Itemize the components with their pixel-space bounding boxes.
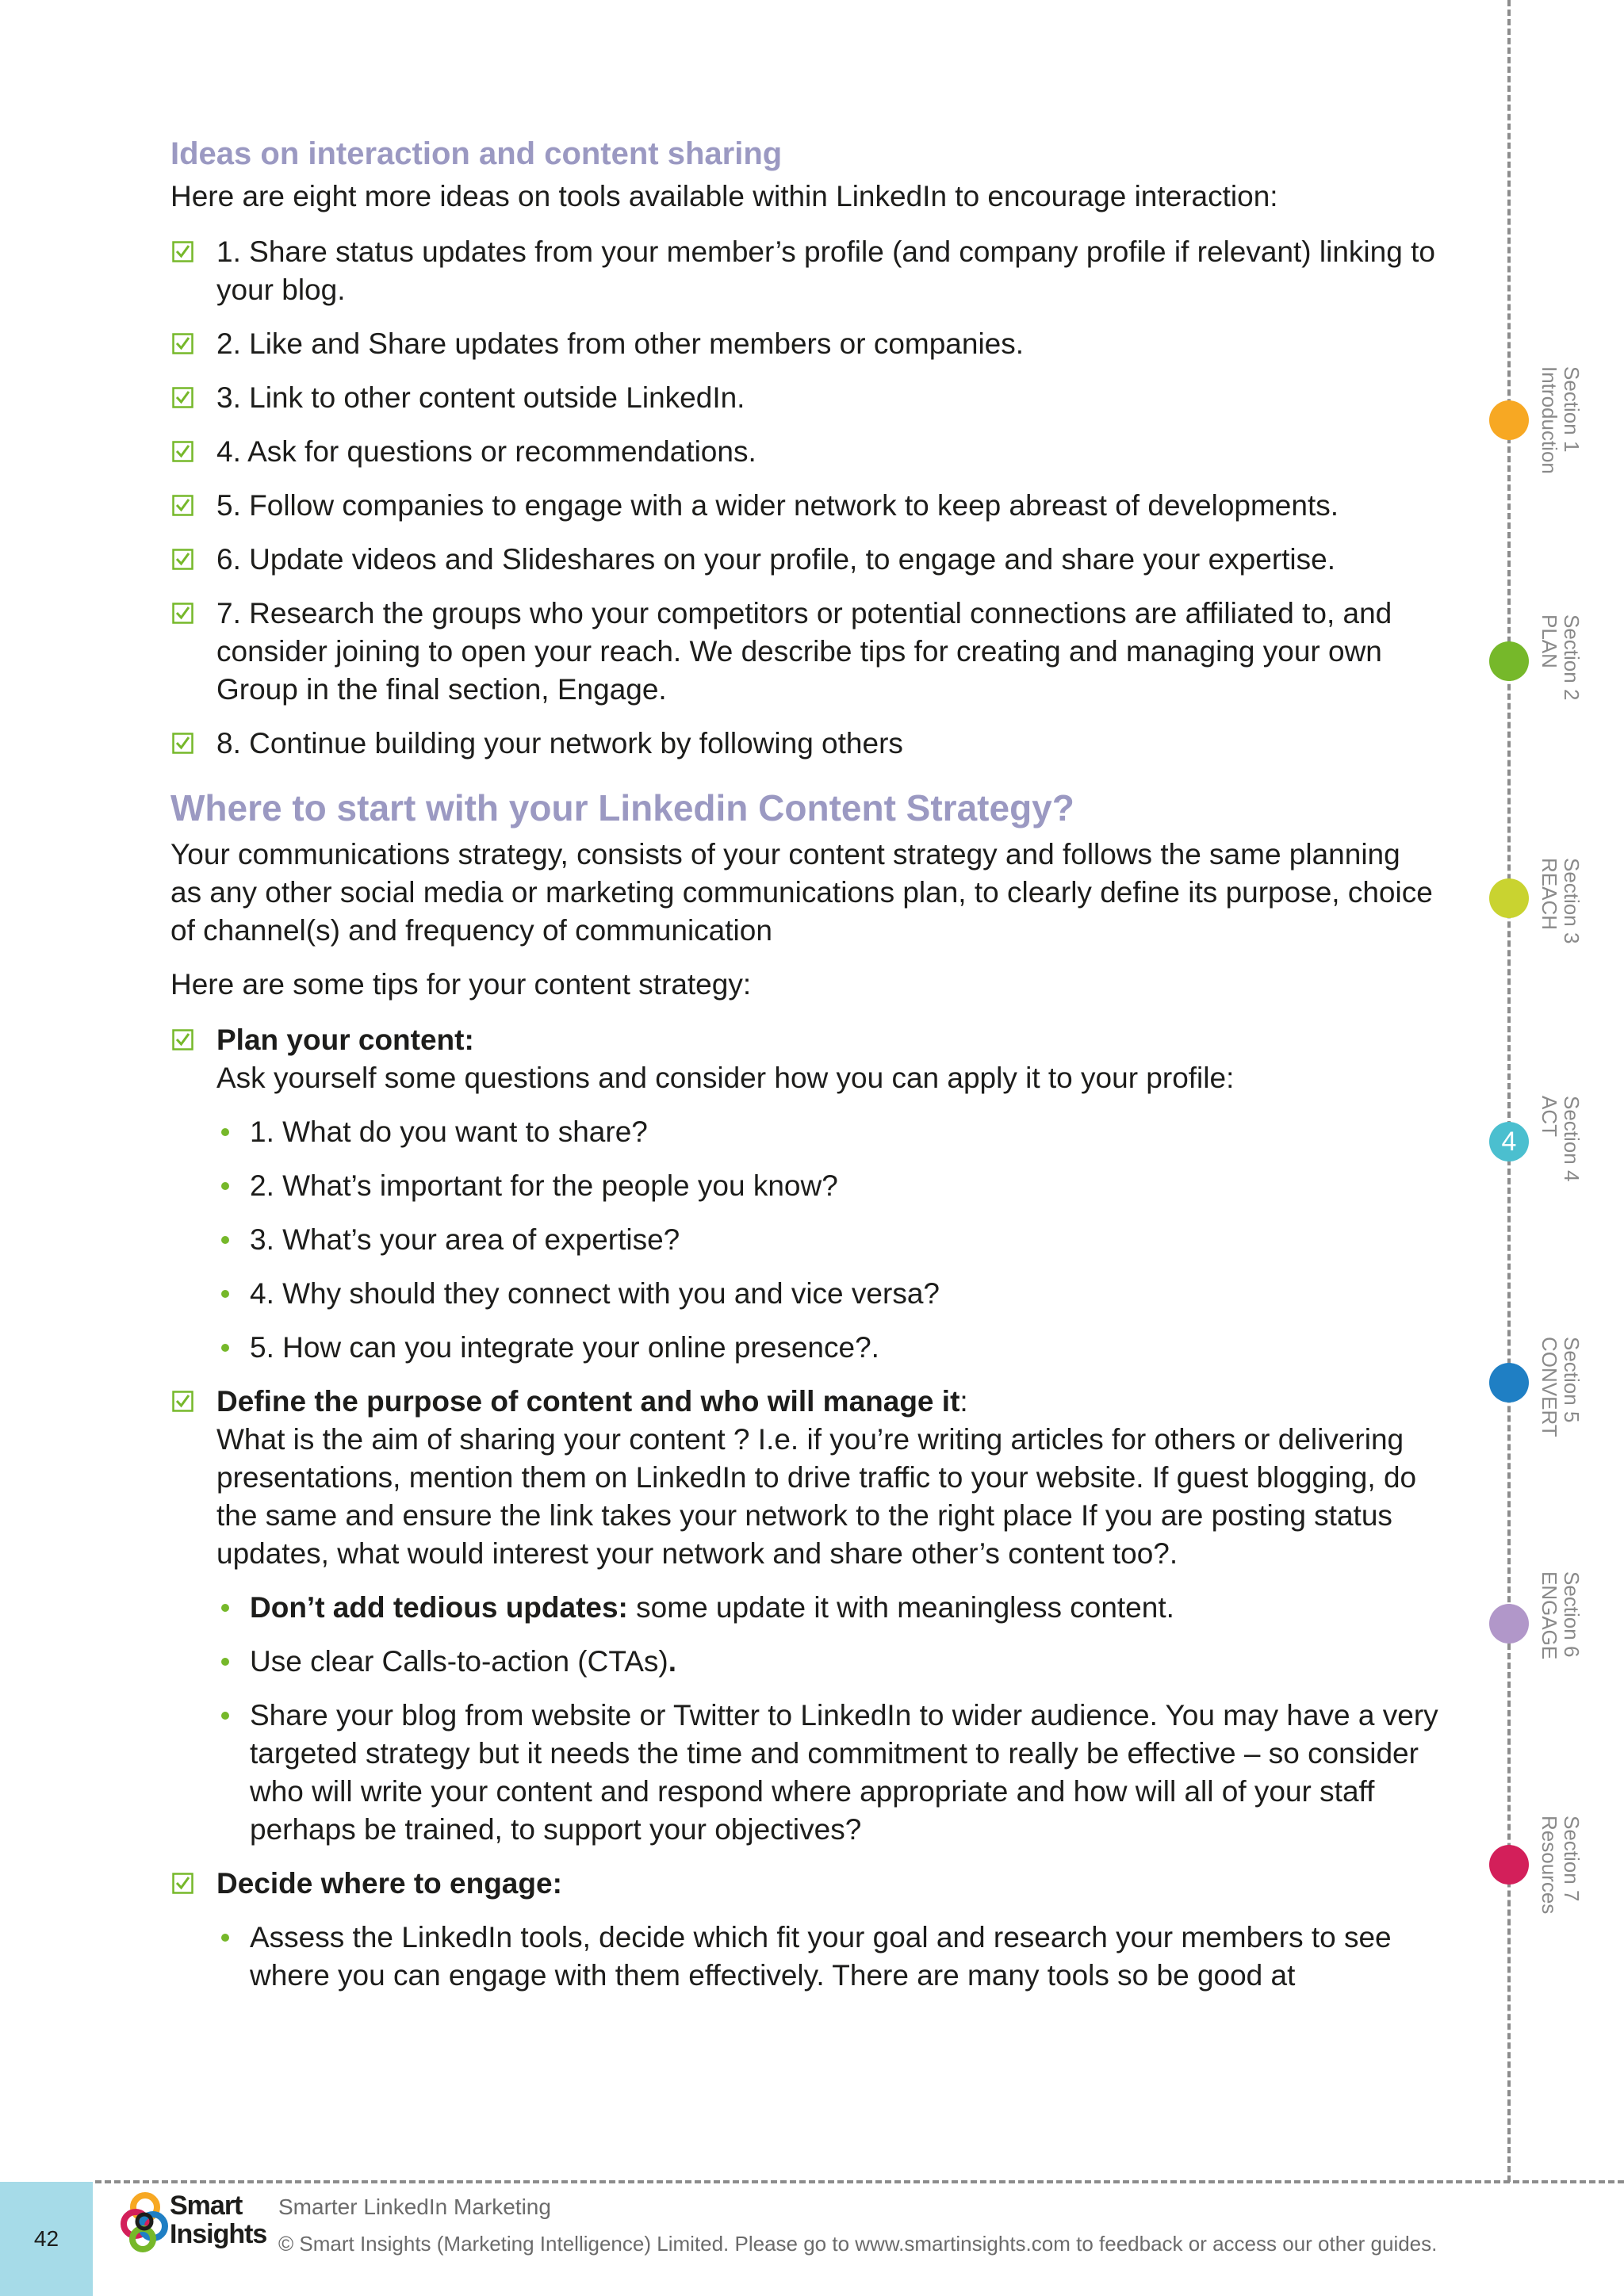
checkbox-checked-icon bbox=[172, 549, 193, 570]
list-item: Assess the LinkedIn tools, decide which fit your goal and research your members to see where you can engage with them effectively. There are many tools so be good at bbox=[216, 1919, 1439, 1995]
strategy-heading: Where to start with your Linkedin Content Strategy? bbox=[170, 787, 1074, 828]
strategy-paragraph: Your communications strategy, consists of your content strategy and follows the same planning as any other social media or marketing communications plan, to clearly define its purpose, choice of channel(s) and frequency of communication bbox=[170, 838, 1433, 947]
checkbox-checked-icon bbox=[172, 1873, 193, 1894]
ideas-heading: Ideas on interaction and content sharing bbox=[170, 136, 783, 171]
list-item: 4. Why should they connect with you and vice versa? bbox=[216, 1275, 1439, 1313]
section-4-label[interactable]: Section 4 ACT bbox=[1538, 1096, 1584, 1182]
list-item: Use clear Calls-to-action (CTAs). bbox=[216, 1643, 1439, 1681]
section-6-label[interactable]: Section 6 ENGAGE bbox=[1538, 1571, 1584, 1660]
bullet-dot-icon bbox=[221, 1658, 229, 1666]
tips-list bbox=[170, 1021, 1439, 1995]
section-3-dot[interactable] bbox=[1489, 878, 1529, 918]
list-item: 5. How can you integrate your online presence?. bbox=[216, 1329, 1439, 1367]
bullet-dot-icon bbox=[221, 1934, 229, 1942]
list-item: Share your blog from website or Twitter to LinkedIn to wider audience. You may have a very targeted strategy but it needs the time and commitment to really be effective – so consider who will write your content and respond where appropriate and how will all of your staff perhaps be trained, to support your objectives? bbox=[216, 1697, 1439, 1849]
list-item: 1. Share status updates from your member’s profile (and company profile if relevant) linking to your blog. bbox=[170, 233, 1439, 309]
list-item: 6. Update videos and Slideshares on your profile, to engage and share your expertise. bbox=[170, 541, 1439, 579]
bullet-dot-icon bbox=[221, 1712, 229, 1720]
section-7-label[interactable]: Section 7 Resources bbox=[1538, 1816, 1584, 1915]
section-4-dot[interactable]: 4 bbox=[1489, 1122, 1529, 1161]
tips-intro: Here are some tips for your content strategy: bbox=[170, 968, 752, 1001]
list-item: 5. Follow companies to engage with a wider network to keep abreast of developments. bbox=[170, 487, 1439, 525]
tip-purpose: Define the purpose of content and who will manage it: What is the aim of sharing your content ? I.e. if you’re writing articles for others or delivering presentations, mention them on LinkedIn to drive traffic to your website. If guest blogging, do the same and ensure the link takes your network to the right place If you are posting status updates, what would interest your network and share other’s content too?. Don’t add tedious updates: some update it with meaningless content. Use clear Calls-to-action (CTAs). Share your blog from website or Twitter to LinkedIn to wider audience. You may have a very targeted strategy but it needs the time and commitment to really be effective – so consider who will write your content and respond where appropriate and how will all of your staff perhaps be trained, to support your objectives? bbox=[170, 1383, 1439, 1849]
tip-plan bbox=[170, 1021, 1439, 1367]
tip-purpose-desc: What is the aim of sharing your content ? I.e. if you’re writing articles for others or delivering presentations, mention them on LinkedIn to drive traffic to your website. If guest blogging, do the same and ensure the link takes your network to the right place If you are posting status updates, what would interest your network and share other’s content too?. bbox=[216, 1423, 1417, 1570]
checkbox-checked-icon bbox=[172, 441, 193, 462]
smart-insights-logo[interactable] bbox=[121, 2190, 271, 2253]
tip-engage bbox=[170, 1865, 1439, 1995]
bullet-dot-icon bbox=[221, 1182, 229, 1190]
section-5-dot[interactable] bbox=[1489, 1363, 1529, 1402]
logo-text: Smart Insights bbox=[170, 2191, 267, 2249]
logo-mark-icon bbox=[121, 2190, 170, 2253]
list-item: Don’t add tedious updates: some update it with meaningless content. bbox=[216, 1589, 1439, 1627]
page-content bbox=[170, 133, 1439, 2011]
ideas-intro: Here are eight more ideas on tools available within LinkedIn to encourage interaction: bbox=[170, 180, 1278, 212]
section-5-label[interactable]: Section 5 CONVERT bbox=[1538, 1337, 1584, 1437]
footer-divider bbox=[95, 2180, 1624, 2183]
list-item: 2. Like and Share updates from other members or companies. bbox=[170, 325, 1439, 363]
bullet-dot-icon bbox=[221, 1236, 229, 1244]
list-item: 2. What’s important for the people you know? bbox=[216, 1167, 1439, 1205]
tip-engage-title: Decide where to engage: bbox=[216, 1867, 562, 1900]
engage-bullets bbox=[216, 1919, 1439, 1995]
footer-copyright: © Smart Insights (Marketing Intelligence) Limited. Please go to www.smartinsights.com to feedback or access our other guides. bbox=[278, 2232, 1438, 2256]
checkbox-checked-icon bbox=[172, 733, 193, 754]
checkbox-checked-icon bbox=[172, 333, 193, 354]
section-1-label[interactable]: Section 1 Introduction bbox=[1538, 366, 1584, 474]
section-2-label[interactable]: Section 2 PLAN bbox=[1538, 614, 1584, 701]
tip-plan-desc: Ask yourself some questions and consider how you can apply it to your profile: bbox=[216, 1062, 1235, 1094]
bullet-dot-icon bbox=[221, 1290, 229, 1298]
checkbox-checked-icon bbox=[172, 241, 193, 262]
section-3-label[interactable]: Section 3 REACH bbox=[1538, 858, 1584, 944]
checkbox-checked-icon bbox=[172, 495, 193, 516]
checkbox-checked-icon bbox=[172, 387, 193, 408]
section-2-dot[interactable] bbox=[1489, 641, 1529, 681]
bullet-dot-icon bbox=[221, 1604, 229, 1612]
footer-guide-title: Smarter LinkedIn Marketing bbox=[278, 2195, 551, 2219]
list-item: 7. Research the groups who your competitors or potential connections are affiliated to, and consider joining to open your reach. We describe tips for creating and managing your own Group in the final section, Engage. bbox=[170, 595, 1439, 709]
list-item: 3. What’s your area of expertise? bbox=[216, 1221, 1439, 1259]
section-1-dot[interactable] bbox=[1489, 400, 1529, 440]
purpose-bullets bbox=[216, 1589, 1439, 1849]
bullet-dot-icon bbox=[221, 1344, 229, 1352]
checkbox-checked-icon bbox=[172, 1391, 193, 1412]
page-number: 42 bbox=[0, 2182, 93, 2296]
section-6-dot[interactable] bbox=[1489, 1604, 1529, 1644]
tip-plan-title: Plan your content: bbox=[216, 1024, 474, 1056]
checkbox-checked-icon bbox=[172, 1029, 193, 1050]
plan-questions bbox=[216, 1113, 1439, 1367]
list-item: 1. What do you want to share? bbox=[216, 1113, 1439, 1151]
section-7-dot[interactable] bbox=[1489, 1845, 1529, 1885]
tip-purpose-title: Define the purpose of content and who will manage it bbox=[216, 1385, 960, 1418]
ideas-list bbox=[170, 233, 1439, 763]
list-item: 4. Ask for questions or recommendations. bbox=[170, 433, 1439, 471]
checkbox-checked-icon bbox=[172, 603, 193, 624]
list-item: 8. Continue building your network by following others bbox=[170, 725, 1439, 763]
bullet-dot-icon bbox=[221, 1128, 229, 1136]
list-item: 3. Link to other content outside LinkedIn. bbox=[170, 379, 1439, 417]
